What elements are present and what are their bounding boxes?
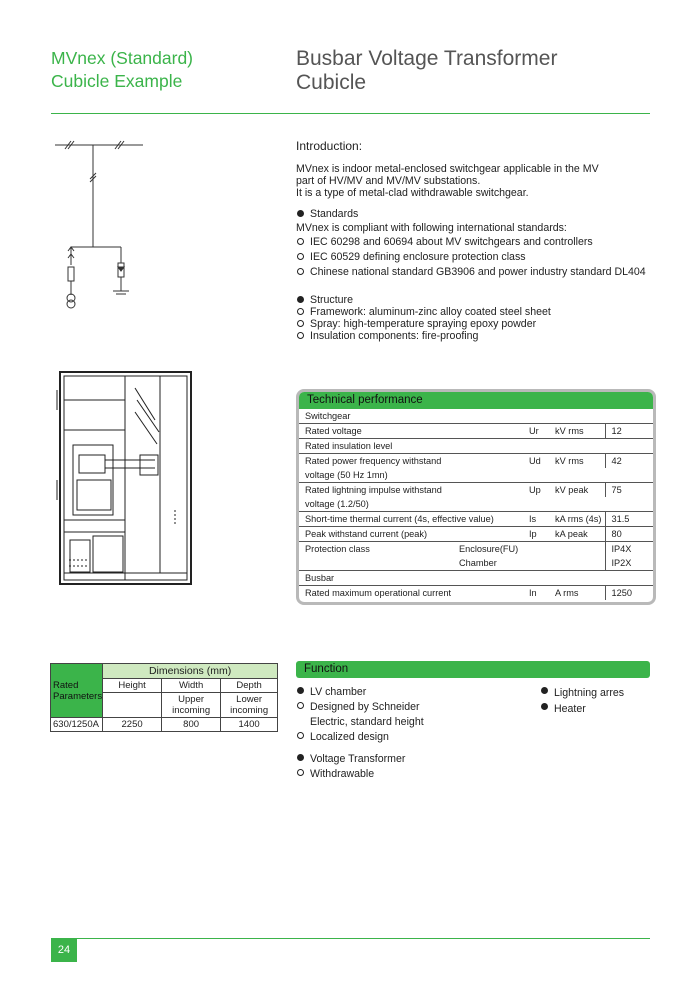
tech-label: voltage (50 Hz 1mn) <box>305 470 388 480</box>
tech-unit: kA peak <box>549 527 605 542</box>
tech-row <box>299 556 653 571</box>
intro-line: part of HV/MV and MV/MV substations. <box>296 175 481 187</box>
standard-item: Chinese national standard GB3906 and power industry standard DL404 <box>296 266 656 278</box>
structure-item: Framework: aluminum-zinc alloy coated steel sheet <box>296 306 656 318</box>
function-item: Heater <box>540 701 650 717</box>
function-title: Function <box>296 661 650 678</box>
tech-symbol: Ud <box>523 454 549 469</box>
page-number: 24 <box>51 938 77 962</box>
footer-divider <box>51 938 650 939</box>
technical-performance-panel <box>296 389 656 605</box>
row-label: 630/1250A <box>51 718 103 732</box>
intro-line: It is a type of metal-clad withdrawable switchgear. <box>296 187 529 199</box>
width-subheader: Upper incoming <box>162 693 221 718</box>
tech-row <box>299 586 653 601</box>
tech-value: 42 <box>605 454 653 469</box>
tech-label: Rated maximum operational current <box>299 586 523 601</box>
function-item: Lightning arres <box>540 685 650 701</box>
tech-sub: Enclosure(FU) <box>523 542 605 557</box>
depth-header: Depth <box>221 679 278 693</box>
header-divider <box>51 113 650 114</box>
function-subitem: Designed by Schneider <box>296 700 526 715</box>
tech-unit: A rms <box>549 586 605 601</box>
tech-row <box>299 483 653 498</box>
tech-label: Rated power frequency withstand <box>299 454 523 469</box>
function-item: LV chamber <box>296 685 526 700</box>
intro-block <box>296 163 656 342</box>
tech-value: IP2X <box>605 556 653 571</box>
tech-symbol <box>523 409 549 424</box>
section-title: MVnex (Standard) Cubicle Example <box>51 48 194 91</box>
tech-value: IP4X <box>605 542 653 557</box>
tech-label: Protection class <box>299 542 523 557</box>
tech-unit: kV peak <box>549 483 605 498</box>
row-height: 2250 <box>103 718 162 732</box>
standards-label: Standards <box>296 208 656 220</box>
tech-label: Peak withstand current (peak) <box>299 527 523 542</box>
function-subitem: Localized design <box>296 730 526 745</box>
technical-performance-title: Technical performance <box>299 392 653 409</box>
height-header: Height <box>103 679 162 693</box>
function-list-right <box>540 685 650 717</box>
tech-row <box>299 439 653 454</box>
tech-symbol: Is <box>523 512 549 527</box>
tech-label: Short-time thermal current (4s, effective value) <box>299 512 523 527</box>
tech-value <box>605 409 653 424</box>
tech-unit <box>549 409 605 424</box>
page-title: Busbar Voltage Transformer Cubicle <box>296 47 558 94</box>
row-depth: 1400 <box>221 718 278 732</box>
tech-label: Busbar <box>299 571 523 586</box>
tech-unit: kV rms <box>549 454 605 469</box>
tech-row <box>299 409 653 424</box>
single-line-diagram <box>55 137 175 317</box>
tech-value <box>605 468 653 483</box>
tech-value: 31.5 <box>605 512 653 527</box>
structure-item: Insulation components: fire-proofing <box>296 330 656 342</box>
tech-value <box>605 571 653 586</box>
depth-subheader: Lower incoming <box>221 693 278 718</box>
tech-label: Switchgear <box>305 411 351 421</box>
function-subitem-cont: Electric, standard height <box>310 716 424 728</box>
dimensions-title: Dimensions (mm) <box>103 664 278 679</box>
width-header: Width <box>162 679 221 693</box>
tech-symbol: Up <box>523 483 549 498</box>
tech-row <box>299 527 653 542</box>
tech-row <box>299 468 653 483</box>
tech-unit <box>549 439 605 454</box>
tech-value: 1250 <box>605 586 653 601</box>
tech-symbol: Ip <box>523 527 549 542</box>
row-width: 800 <box>162 718 221 732</box>
tech-label: voltage (1.2/50) <box>305 499 369 509</box>
function-list <box>296 685 526 782</box>
tech-symbol <box>523 468 549 483</box>
structure-item: Spray: high-temperature spraying epoxy powder <box>296 318 656 330</box>
tech-symbol: In <box>523 586 549 601</box>
intro-heading: Introduction: <box>296 139 363 153</box>
function-subitem: Withdrawable <box>296 767 526 782</box>
rated-parameters-header: Rated Parameters <box>51 664 103 718</box>
intro-line: MVnex is indoor metal-enclosed switchgear applicable in the MV <box>296 163 599 175</box>
dimensions-table <box>50 663 278 732</box>
function-item: Voltage Transformer <box>296 752 526 767</box>
tech-unit <box>549 497 605 512</box>
tech-row <box>299 497 653 512</box>
tech-value: 12 <box>605 424 653 439</box>
tech-symbol <box>523 571 549 586</box>
technical-performance-table <box>299 409 653 600</box>
tech-label: Rated lightning impulse withstand <box>299 483 523 498</box>
tech-label: Rated voltage <box>299 424 523 439</box>
tech-symbol <box>523 497 549 512</box>
tech-value: 80 <box>605 527 653 542</box>
tech-label: Rated insulation level <box>299 439 523 454</box>
tech-sub: Chamber <box>459 558 497 568</box>
tech-value <box>605 497 653 512</box>
tech-row <box>299 454 653 469</box>
tech-row <box>299 512 653 527</box>
tech-unit: kV rms <box>549 424 605 439</box>
tech-unit <box>549 468 605 483</box>
tech-unit <box>549 571 605 586</box>
standard-item: IEC 60529 defining enclosure protection class <box>296 251 656 263</box>
standard-item: IEC 60298 and 60694 about MV switchgears and controllers <box>296 236 656 248</box>
tech-row <box>299 424 653 439</box>
tech-row <box>299 571 653 586</box>
tech-value <box>605 439 653 454</box>
tech-unit: kA rms (4s) <box>549 512 605 527</box>
tech-symbol <box>523 439 549 454</box>
tech-row <box>299 542 653 557</box>
structure-label: Structure <box>296 294 656 306</box>
tech-value: 75 <box>605 483 653 498</box>
standards-intro: MVnex is compliant with following international standards: <box>296 222 567 234</box>
tech-symbol: Ur <box>523 424 549 439</box>
cubicle-drawing <box>55 360 195 590</box>
